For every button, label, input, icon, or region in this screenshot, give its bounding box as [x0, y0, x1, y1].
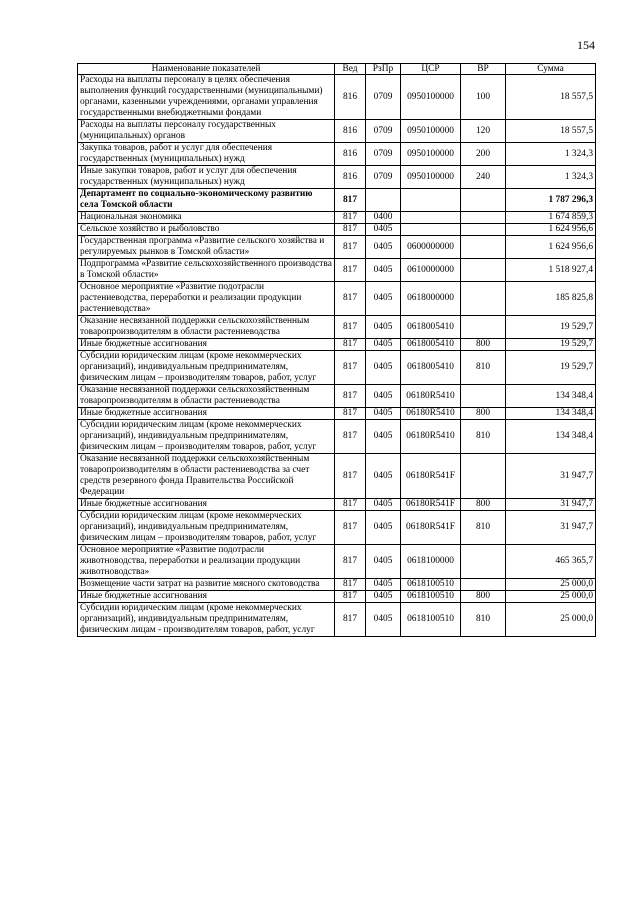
- cell-csr: 0610000000: [401, 259, 461, 282]
- cell-csr: [401, 189, 461, 212]
- cell-sum: 25 000,0: [506, 591, 596, 603]
- cell-vr: [461, 189, 506, 212]
- table-row: [78, 75, 596, 120]
- cell-csr: 0618100000: [401, 545, 461, 579]
- cell-name: Иные бюджетные ассигнования: [78, 339, 335, 351]
- table-row: [78, 282, 596, 316]
- table-row: [78, 166, 596, 189]
- table-row: [78, 212, 596, 224]
- cell-sum: 18 557,5: [506, 120, 596, 143]
- cell-vr: 240: [461, 166, 506, 189]
- cell-sum: 134 348,4: [506, 408, 596, 420]
- cell-rzpr: 0405: [366, 408, 401, 420]
- table-body: [78, 75, 596, 637]
- cell-vr: [461, 259, 506, 282]
- table-row: [78, 545, 596, 579]
- cell-sum: 1 674 859,3: [506, 212, 596, 224]
- cell-ved: 817: [335, 408, 366, 420]
- cell-sum: 1 518 927,4: [506, 259, 596, 282]
- cell-name: Иные бюджетные ассигнования: [78, 499, 335, 511]
- table-row: [78, 339, 596, 351]
- cell-ved: 817: [335, 603, 366, 637]
- cell-vr: [461, 236, 506, 259]
- cell-vr: 200: [461, 143, 506, 166]
- table-row: [78, 224, 596, 236]
- cell-csr: 06180R5410: [401, 385, 461, 408]
- cell-vr: 800: [461, 591, 506, 603]
- budget-table: [77, 63, 596, 637]
- table-row: [78, 189, 596, 212]
- cell-csr: 0600000000: [401, 236, 461, 259]
- cell-ved: 816: [335, 75, 366, 120]
- cell-vr: 810: [461, 603, 506, 637]
- cell-ved: 817: [335, 545, 366, 579]
- cell-ved: 817: [335, 236, 366, 259]
- cell-ved: 817: [335, 316, 366, 339]
- column-header-vr: ВР: [461, 64, 506, 75]
- cell-vr: [461, 282, 506, 316]
- cell-rzpr: 0709: [366, 120, 401, 143]
- cell-vr: [461, 212, 506, 224]
- cell-csr: 0618005410: [401, 351, 461, 385]
- cell-vr: [461, 579, 506, 591]
- table-row: [78, 408, 596, 420]
- cell-rzpr: 0405: [366, 454, 401, 499]
- cell-rzpr: 0405: [366, 603, 401, 637]
- cell-name: Подпрограмма «Развитие сельскохозяйственного производства в Томской области»: [78, 259, 335, 282]
- cell-rzpr: 0405: [366, 420, 401, 454]
- cell-rzpr: 0405: [366, 511, 401, 545]
- cell-sum: 185 825,8: [506, 282, 596, 316]
- cell-sum: 1 324,3: [506, 143, 596, 166]
- cell-rzpr: 0405: [366, 545, 401, 579]
- table-row: [78, 511, 596, 545]
- cell-name: Национальная экономика: [78, 212, 335, 224]
- cell-ved: 817: [335, 189, 366, 212]
- cell-csr: 0618100510: [401, 591, 461, 603]
- cell-rzpr: 0405: [366, 591, 401, 603]
- cell-name: Субсидии юридическим лицам (кроме некоммерческих организаций), индивидуальным предпринимателям, физическим лицам – производителям товаров, работ, услуг: [78, 420, 335, 454]
- table-row: [78, 420, 596, 454]
- cell-name: Государственная программа «Развитие сельского хозяйства и регулируемых рынков в Томской области»: [78, 236, 335, 259]
- cell-ved: 817: [335, 224, 366, 236]
- cell-sum: 19 529,7: [506, 351, 596, 385]
- cell-sum: 134 348,4: [506, 420, 596, 454]
- cell-ved: 817: [335, 499, 366, 511]
- cell-sum: 19 529,7: [506, 339, 596, 351]
- cell-vr: 810: [461, 351, 506, 385]
- cell-ved: 817: [335, 579, 366, 591]
- cell-rzpr: 0709: [366, 166, 401, 189]
- cell-vr: 800: [461, 499, 506, 511]
- cell-ved: 817: [335, 511, 366, 545]
- cell-name: Оказание несвязанной поддержки сельскохозяйственным товаропроизводителям в области растениеводства: [78, 316, 335, 339]
- cell-name: Департамент по социально-экономическому развитию села Томской области: [78, 189, 335, 212]
- cell-name: Сельское хозяйство и рыболовство: [78, 224, 335, 236]
- cell-name: Расходы на выплаты персоналу государственных (муниципальных) органов: [78, 120, 335, 143]
- table-header-row: [78, 64, 596, 75]
- table-row: [78, 316, 596, 339]
- cell-name: Иные закупки товаров, работ и услуг для обеспечения государственных (муниципальных) нужд: [78, 166, 335, 189]
- cell-rzpr: 0405: [366, 259, 401, 282]
- cell-name: Иные бюджетные ассигнования: [78, 408, 335, 420]
- cell-name: Иные бюджетные ассигнования: [78, 591, 335, 603]
- cell-csr: 0950100000: [401, 143, 461, 166]
- cell-csr: 0950100000: [401, 75, 461, 120]
- cell-csr: 0618100510: [401, 579, 461, 591]
- cell-ved: 817: [335, 591, 366, 603]
- cell-csr: 0950100000: [401, 166, 461, 189]
- cell-csr: 0618100510: [401, 603, 461, 637]
- cell-rzpr: 0405: [366, 236, 401, 259]
- cell-sum: 25 000,0: [506, 603, 596, 637]
- cell-vr: 100: [461, 75, 506, 120]
- cell-rzpr: [366, 189, 401, 212]
- table-row: [78, 385, 596, 408]
- table-row: [78, 591, 596, 603]
- cell-rzpr: 0405: [366, 351, 401, 385]
- cell-name: Расходы на выплаты персоналу в целях обеспечения выполнения функций государственными (муниципальными) органами, казенными учреждениями, органами управления государственными внебюджетными фондами: [78, 75, 335, 120]
- cell-name: Возмещение части затрат на развитие мясного скотоводства: [78, 579, 335, 591]
- cell-sum: 1 787 296,3: [506, 189, 596, 212]
- cell-csr: 06180R5410: [401, 420, 461, 454]
- table-row: [78, 454, 596, 499]
- page-number: 154: [577, 38, 595, 52]
- column-header-rzpr: РзПр: [366, 64, 401, 75]
- cell-csr: 0618005410: [401, 316, 461, 339]
- column-header-name: Наименование показателей: [78, 64, 335, 75]
- cell-csr: 06180R541F: [401, 499, 461, 511]
- cell-vr: 810: [461, 420, 506, 454]
- cell-sum: 134 348,4: [506, 385, 596, 408]
- table-row: [78, 143, 596, 166]
- cell-ved: 817: [335, 351, 366, 385]
- cell-vr: [461, 385, 506, 408]
- table-row: [78, 499, 596, 511]
- column-header-csr: ЦСР: [401, 64, 461, 75]
- cell-sum: 1 624 956,6: [506, 236, 596, 259]
- cell-rzpr: 0405: [366, 579, 401, 591]
- cell-sum: 25 000,0: [506, 579, 596, 591]
- column-header-ved: Вед: [335, 64, 366, 75]
- cell-csr: 06180R541F: [401, 511, 461, 545]
- cell-rzpr: 0405: [366, 282, 401, 316]
- cell-name: Субсидии юридическим лицам (кроме некоммерческих организаций), индивидуальным предпринимателям, физическим лицам - производителям товаров, работ, услуг: [78, 603, 335, 637]
- cell-ved: 817: [335, 339, 366, 351]
- column-header-sum: Сумма: [506, 64, 596, 75]
- cell-csr: [401, 212, 461, 224]
- cell-ved: 817: [335, 212, 366, 224]
- cell-name: Субсидии юридическим лицам (кроме некоммерческих организаций), индивидуальным предпринимателям, физическим лицам – производителям товаров, работ, услуг: [78, 351, 335, 385]
- table-row: [78, 351, 596, 385]
- cell-csr: 0618005410: [401, 339, 461, 351]
- cell-vr: [461, 224, 506, 236]
- table-row: [78, 259, 596, 282]
- cell-vr: 800: [461, 408, 506, 420]
- cell-sum: 19 529,7: [506, 316, 596, 339]
- table-row: [78, 236, 596, 259]
- table-row: [78, 579, 596, 591]
- cell-vr: 810: [461, 511, 506, 545]
- cell-vr: [461, 454, 506, 499]
- table-row: [78, 603, 596, 637]
- cell-rzpr: 0709: [366, 75, 401, 120]
- cell-vr: [461, 316, 506, 339]
- cell-csr: 06180R5410: [401, 408, 461, 420]
- cell-sum: 1 324,3: [506, 166, 596, 189]
- cell-sum: 31 947,7: [506, 499, 596, 511]
- cell-name: Основное мероприятие «Развитие подотрасли животноводства, переработки и реализации продукции животноводства»: [78, 545, 335, 579]
- cell-sum: 31 947,7: [506, 511, 596, 545]
- cell-vr: 800: [461, 339, 506, 351]
- cell-sum: 465 365,7: [506, 545, 596, 579]
- table-row: [78, 120, 596, 143]
- cell-name: Оказание несвязанной поддержки сельскохозяйственным товаропроизводителям в области растениеводства за счет средств резервного фонда Правительства Российской Федерации: [78, 454, 335, 499]
- cell-sum: 18 557,5: [506, 75, 596, 120]
- cell-sum: 1 624 956,6: [506, 224, 596, 236]
- cell-name: Основное мероприятие «Развитие подотрасли растениеводства, переработки и реализации продукции растениеводства»: [78, 282, 335, 316]
- cell-csr: 0950100000: [401, 120, 461, 143]
- cell-ved: 816: [335, 143, 366, 166]
- cell-ved: 817: [335, 282, 366, 316]
- cell-csr: 0618000000: [401, 282, 461, 316]
- cell-ved: 817: [335, 259, 366, 282]
- cell-ved: 816: [335, 166, 366, 189]
- cell-vr: [461, 545, 506, 579]
- cell-csr: [401, 224, 461, 236]
- cell-ved: 817: [335, 454, 366, 499]
- cell-name: Закупка товаров, работ и услуг для обеспечения государственных (муниципальных) нужд: [78, 143, 335, 166]
- cell-rzpr: 0709: [366, 143, 401, 166]
- cell-rzpr: 0405: [366, 224, 401, 236]
- cell-vr: 120: [461, 120, 506, 143]
- cell-ved: 816: [335, 120, 366, 143]
- cell-rzpr: 0405: [366, 316, 401, 339]
- cell-csr: 06180R541F: [401, 454, 461, 499]
- cell-sum: 31 947,7: [506, 454, 596, 499]
- cell-name: Оказание несвязанной поддержки сельскохозяйственным товаропроизводителям в области растениеводства: [78, 385, 335, 408]
- cell-ved: 817: [335, 385, 366, 408]
- cell-rzpr: 0405: [366, 339, 401, 351]
- cell-ved: 817: [335, 420, 366, 454]
- cell-rzpr: 0400: [366, 212, 401, 224]
- cell-rzpr: 0405: [366, 385, 401, 408]
- cell-name: Субсидии юридическим лицам (кроме некоммерческих организаций), индивидуальным предпринимателям, физическим лицам – производителям товаров, работ, услуг: [78, 511, 335, 545]
- cell-rzpr: 0405: [366, 499, 401, 511]
